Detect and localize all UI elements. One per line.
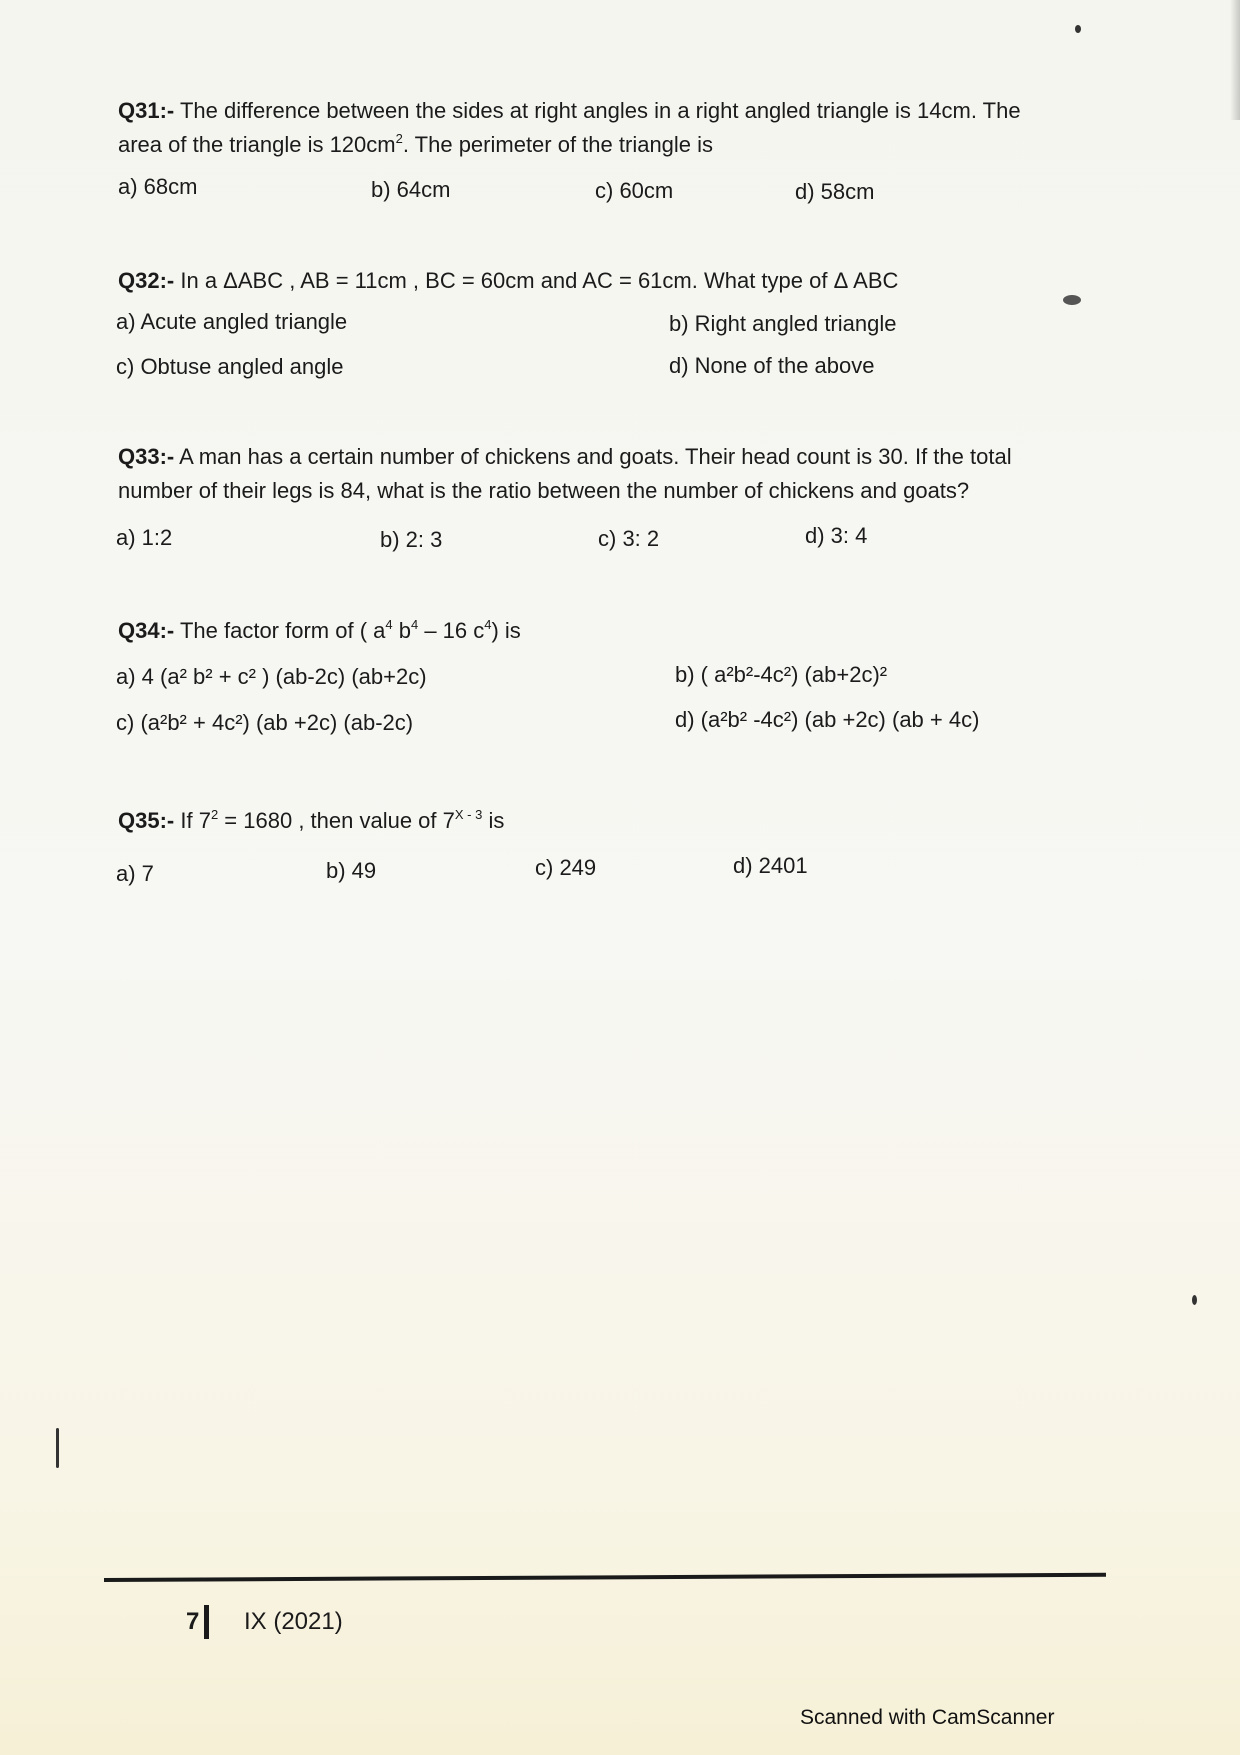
option-d: d) 2401 bbox=[733, 853, 808, 878]
question-32 bbox=[118, 264, 1078, 298]
option-a: a) 68cm bbox=[118, 174, 198, 199]
question-label: Q34:- bbox=[118, 618, 175, 643]
option-c: c) 3: 2 bbox=[598, 526, 660, 551]
option-b: b) 49 bbox=[326, 858, 377, 883]
scan-speck bbox=[1063, 295, 1081, 305]
superscript: 2 bbox=[210, 807, 219, 822]
option-d: d) None of the above bbox=[669, 353, 875, 378]
option-a: a) 7 bbox=[116, 861, 154, 886]
option-d: d) 58cm bbox=[795, 179, 875, 204]
question-31 bbox=[118, 94, 1078, 162]
scan-speck bbox=[1192, 1295, 1197, 1305]
question-text: – 16 c bbox=[418, 618, 485, 643]
question-34 bbox=[118, 614, 1078, 648]
question-text: The difference between the sides at right angles in a right angled triangle is 14cm. The bbox=[179, 98, 1021, 123]
question-text: In a ΔABC , AB = 11cm , BC = 60cm and AC = 61cm. What type of Δ ABC bbox=[180, 268, 899, 293]
superscript: 4 bbox=[410, 617, 419, 632]
scan-speck bbox=[1075, 25, 1081, 33]
option-a: a) 4 (a² b² + c² ) (ab-2c) (ab+2c) bbox=[116, 664, 427, 689]
option-b: b) 64cm bbox=[371, 177, 451, 202]
question-text: . The perimeter of the triangle is bbox=[402, 132, 714, 157]
question-35 bbox=[118, 804, 1078, 838]
scan-speck bbox=[56, 1428, 59, 1468]
question-label: Q35:- bbox=[118, 808, 175, 833]
question-text: ) is bbox=[491, 618, 521, 643]
question-label: Q33:- bbox=[118, 444, 175, 469]
camscanner-watermark: Scanned with CamScanner bbox=[800, 1706, 1055, 1729]
option-b: b) ( a²b²-4c²) (ab+2c)² bbox=[675, 662, 888, 687]
option-d: d) 3: 4 bbox=[805, 523, 868, 548]
scan-edge-shadow bbox=[1230, 0, 1240, 120]
page-number: 7 bbox=[186, 1608, 200, 1635]
question-text: area of the triangle is 120cm bbox=[118, 132, 396, 157]
option-b: b) 2: 3 bbox=[380, 527, 443, 552]
superscript: 2 bbox=[395, 131, 403, 146]
question-text: A man has a certain number of chickens and goats. Their head count is 30. If the total bbox=[179, 444, 1012, 469]
footer-rule bbox=[104, 1573, 1106, 1582]
question-text: If 7 bbox=[180, 808, 211, 833]
option-c: c) Obtuse angled angle bbox=[116, 354, 344, 379]
superscript: 4 bbox=[484, 617, 492, 632]
question-label: Q32:- bbox=[118, 268, 175, 293]
question-text: b bbox=[392, 618, 411, 643]
question-33 bbox=[118, 440, 1098, 508]
option-a: a) Acute angled triangle bbox=[116, 309, 348, 334]
option-c: c) 249 bbox=[535, 855, 597, 880]
option-c: c) 60cm bbox=[595, 178, 674, 203]
question-text: number of their legs is 84, what is the ratio between the number of chickens and goats? bbox=[118, 478, 970, 503]
question-label: Q31:- bbox=[118, 98, 175, 123]
option-d: d) (a²b² -4c²) (ab +2c) (ab + 4c) bbox=[675, 707, 980, 732]
option-b: b) Right angled triangle bbox=[669, 311, 897, 336]
option-c: c) (a²b² + 4c²) (ab +2c) (ab-2c) bbox=[116, 710, 414, 735]
superscript: X - 3 bbox=[454, 807, 483, 822]
superscript: 4 bbox=[385, 617, 393, 632]
question-text: The factor form of ( a bbox=[179, 618, 386, 643]
footer-divider bbox=[204, 1605, 209, 1639]
option-a: a) 1:2 bbox=[116, 525, 173, 550]
footer-class-label: IX (2021) bbox=[244, 1608, 343, 1635]
question-text: is bbox=[482, 808, 505, 833]
question-text: = 1680 , then value of 7 bbox=[218, 808, 455, 833]
